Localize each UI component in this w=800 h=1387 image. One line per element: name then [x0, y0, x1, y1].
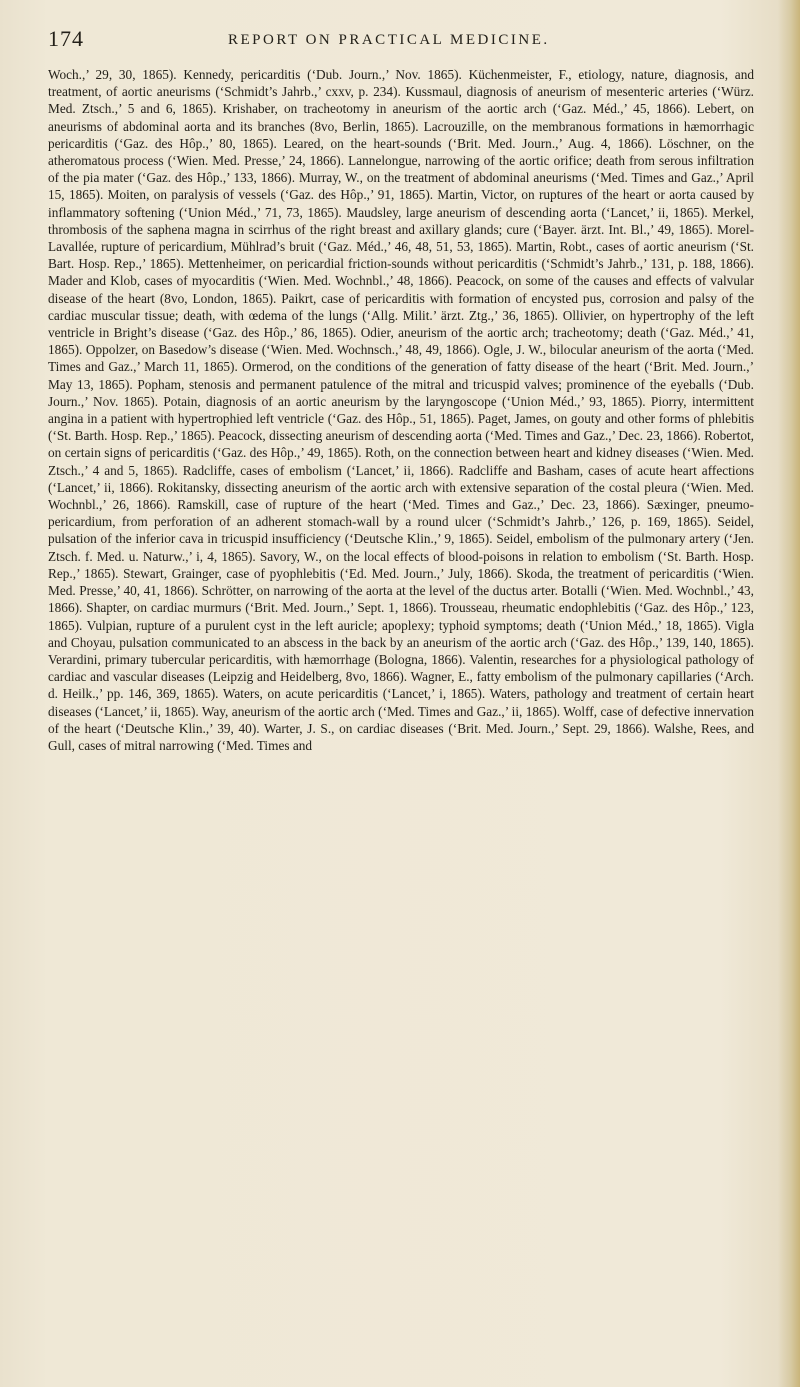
body-paragraph: Woch.,’ 29, 30, 1865). Kennedy, pericarditis (‘Dub. Journ.,’ Nov. 1865). Küchenmeister, F., etiology, nature, diagnosis, and treatment, of aortic aneurisms (‘Schmidt’s Jahrb.,’ cxxv, p. 234). Kussmaul, diagnosis of aneurism of mesenteric arteries (‘Würz. Med. Ztsch.,’ 5 and 6, 1865). Krishaber, on tracheotomy in aneurism of the aortic arch (‘Gaz. Méd.,’ 45, 1866). Lebert, on aneurisms of abdominal aorta and its branches (8vo, Berlin, 1865). Lacrouzille, on the membranous formations in hæmorrhagic pericarditis (‘Gaz. des Hôp.,’ 80, 1865). Leared, on the heart-sounds (‘Brit. Med. Journ.,’ Aug. 4, 1866). Löschner, on the atheromatous process (‘Wien. Med. Presse,’ 24, 1866). Lannelongue, narrowing of the aortic orifice; death from serous infiltration of the pia mater (‘Gaz. des Hôp.,’ 133, 1866). Murray, W., on the treatment of abdominal aneurisms (‘Med. Times and Gaz.,’ April 15, 1865). Moiten, on paralysis of vessels (‘Gaz. des Hôp.,’ 91, 1865). Martin, Victor, on ruptures of the heart or aorta caused by inflammatory softening (‘Union Méd.,’ 71, 73, 1865). Maudsley, large aneurism of descending aorta (‘Lancet,’ ii, 1865). Merkel, thrombosis of the saphena magna in scirrhus of the right breast and axillary glands; cure (‘Bayer. ärzt. Int. Bl.,’ 49, 1865). Morel-Lavallée, rupture of pericardium, Mühlrad’s bruit (‘Gaz. Méd.,’ 46, 48, 51, 53, 1865). Martin, Robt., cases of aortic aneurism (‘St. Bart. Hosp. Rep.,’ 1865). Mettenheimer, on pericardial friction-sounds without pericarditis (‘Schmidt’s Jahrb.,’ 131, p. 188, 1866). Mader and Klob, cases of myocarditis (‘Wien. Med. Wochnbl.,’ 48, 1866). Peacock, on some of the causes and effects of valvular disease of the heart (8vo, London, 1865). Paikrt, case of pericarditis with formation of encysted pus, corrosion and palsy of the cardiac muscular tissue; death, with œdema of the lungs (‘Allg. Milit.’ ärzt. Ztg.,’ 36, 1865). Ollivier, on hypertrophy of the left ventricle in Bright’s disease (‘Gaz. des Hôp.,’ 86, 1865). Odier, aneurism of the aortic arch; tracheotomy; death (‘Gaz. Méd.,’ 41, 1865). Oppolzer, on Basedow’s disease (‘Wien. Med. Wochnsch.,’ 48, 49, 1866). Ogle, J. W., bilocular aneurism of the aorta (‘Med. Times and Gaz.,’ March 11, 1865). Ormerod, on the conditions of the generation of fatty disease of the heart (‘Brit. Med. Journ.,’ May 13, 1865). Popham, stenosis and permanent patulence of the mitral and tricuspid valves; prominence of the eyeballs (‘Dub. Journ.,’ Nov. 1865). Potain, diagnosis of an aortic aneurism by the laryngoscope (‘Union Méd.,’ 93, 1865). Piorry, intermittent angina in a patient with hypertrophied left ventricle (‘Gaz. des Hôp., 51, 1865). Paget, James, on gouty and other forms of phlebitis (‘St. Barth. Hosp. Rep.,’ 1865). Peacock, dissecting aneurism of descending aorta (‘Med. Times and Gaz.,’ Dec. 23, 1866). Robertot, on certain signs of pericarditis (‘Gaz. des Hôp.,’ 49, 1865). Roth, on the connection between heart and kidney diseases (‘Wien. Med. Ztsch.,’ 4 and 5, 1865). Radcliffe, cases of embolism (‘Lancet,’ ii, 1866). Radcliffe and Basham, cases of acute heart affections (‘Lancet,’ ii, 1866). Rokitansky, dissecting aneurism of the aortic arch with extensive separation of the costal pleura (‘Wien. Med. Wochnbl.,’ 26, 1866). Ramskill, case of rupture of the heart (‘Med. Times and Gaz.,’ Dec. 23, 1866). Sæxinger, pneumo-pericardium, from perforation of an adherent stomach-wall by a round ulcer (‘Schmidt’s Jahrb.,’ 126, p. 169, 1865). Seidel, pulsation of the inferior cava in tricuspid insufficiency (‘Deutsche Klin.,’ 9, 1865). Seidel, embolism of the pulmonary artery (‘Jen. Ztsch. f. Med. u. Naturw.,’ i, 4, 1865). Savory, W., on the local effects of blood-poisons in relation to embolism (‘St. Barth. Hosp. Rep.,’ 1865). Stewart, Grainger, case of pyophlebitis (‘Ed. Med. Journ.,’ July, 1866). Skoda, the treatment of pericarditis (‘Wien. Med. Presse,’ 40, 41, 1866). Schrötter, on narrowing of the aorta at the level of the ductus arter. Botalli (‘Wien. Med. Wochnbl.,’ 43, 1866). Shapter, on cardiac murmurs (‘Brit. Med. Journ.,’ Sept. 1, 1866). Trousseau, rheumatic endophlebitis (‘Gaz. des Hôp.,’ 123, 1865). Vulpian, rupture of a purulent cyst in the left auricle; apoplexy; typhoid symptoms; death (‘Union Méd.,’ 18, 1865). Vigla and Choyau, pulsation communicated to an abscess in the back by an aneurism of the aortic arch (‘Gaz. des Hôp.,’ 139, 140, 1865). Verardini, primary tubercular pericarditis, with hæmorrhage (Bologna, 1866). Valentin, researches for a physiological pathology of cardiac and vascular diseases (Leipzig and Heidelberg, 8vo, 1866). Wagner, E., fatty embolism of the pulmonary capillaries (‘Arch. d. Heilk.,’ pp. 146, 369, 1865). Waters, on acute pericarditis (‘Lancet,’ i, 1865). Waters, pathology and treatment of certain heart diseases (‘Lancet,’ ii, 1865). Way, aneurism of the aortic arch (‘Med. Times and Gaz.,’ ii, 1865). Wolff, case of defective innervation of the heart (‘Deutsche Klin.,’ 39, 40). Warter, J. S., on cardiac diseases (‘Brit. Med. Journ.,’ Sept. 29, 1866). Walshe, Rees, and Gull, cases of mitral narrowing (‘Med. Times and — [48, 67, 754, 753]
page-header — [48, 26, 748, 60]
page-edge-shadow — [778, 0, 800, 1387]
page-number: 174 — [48, 26, 84, 51]
running-head: REPORT ON PRACTICAL MEDICINE. — [228, 32, 550, 48]
